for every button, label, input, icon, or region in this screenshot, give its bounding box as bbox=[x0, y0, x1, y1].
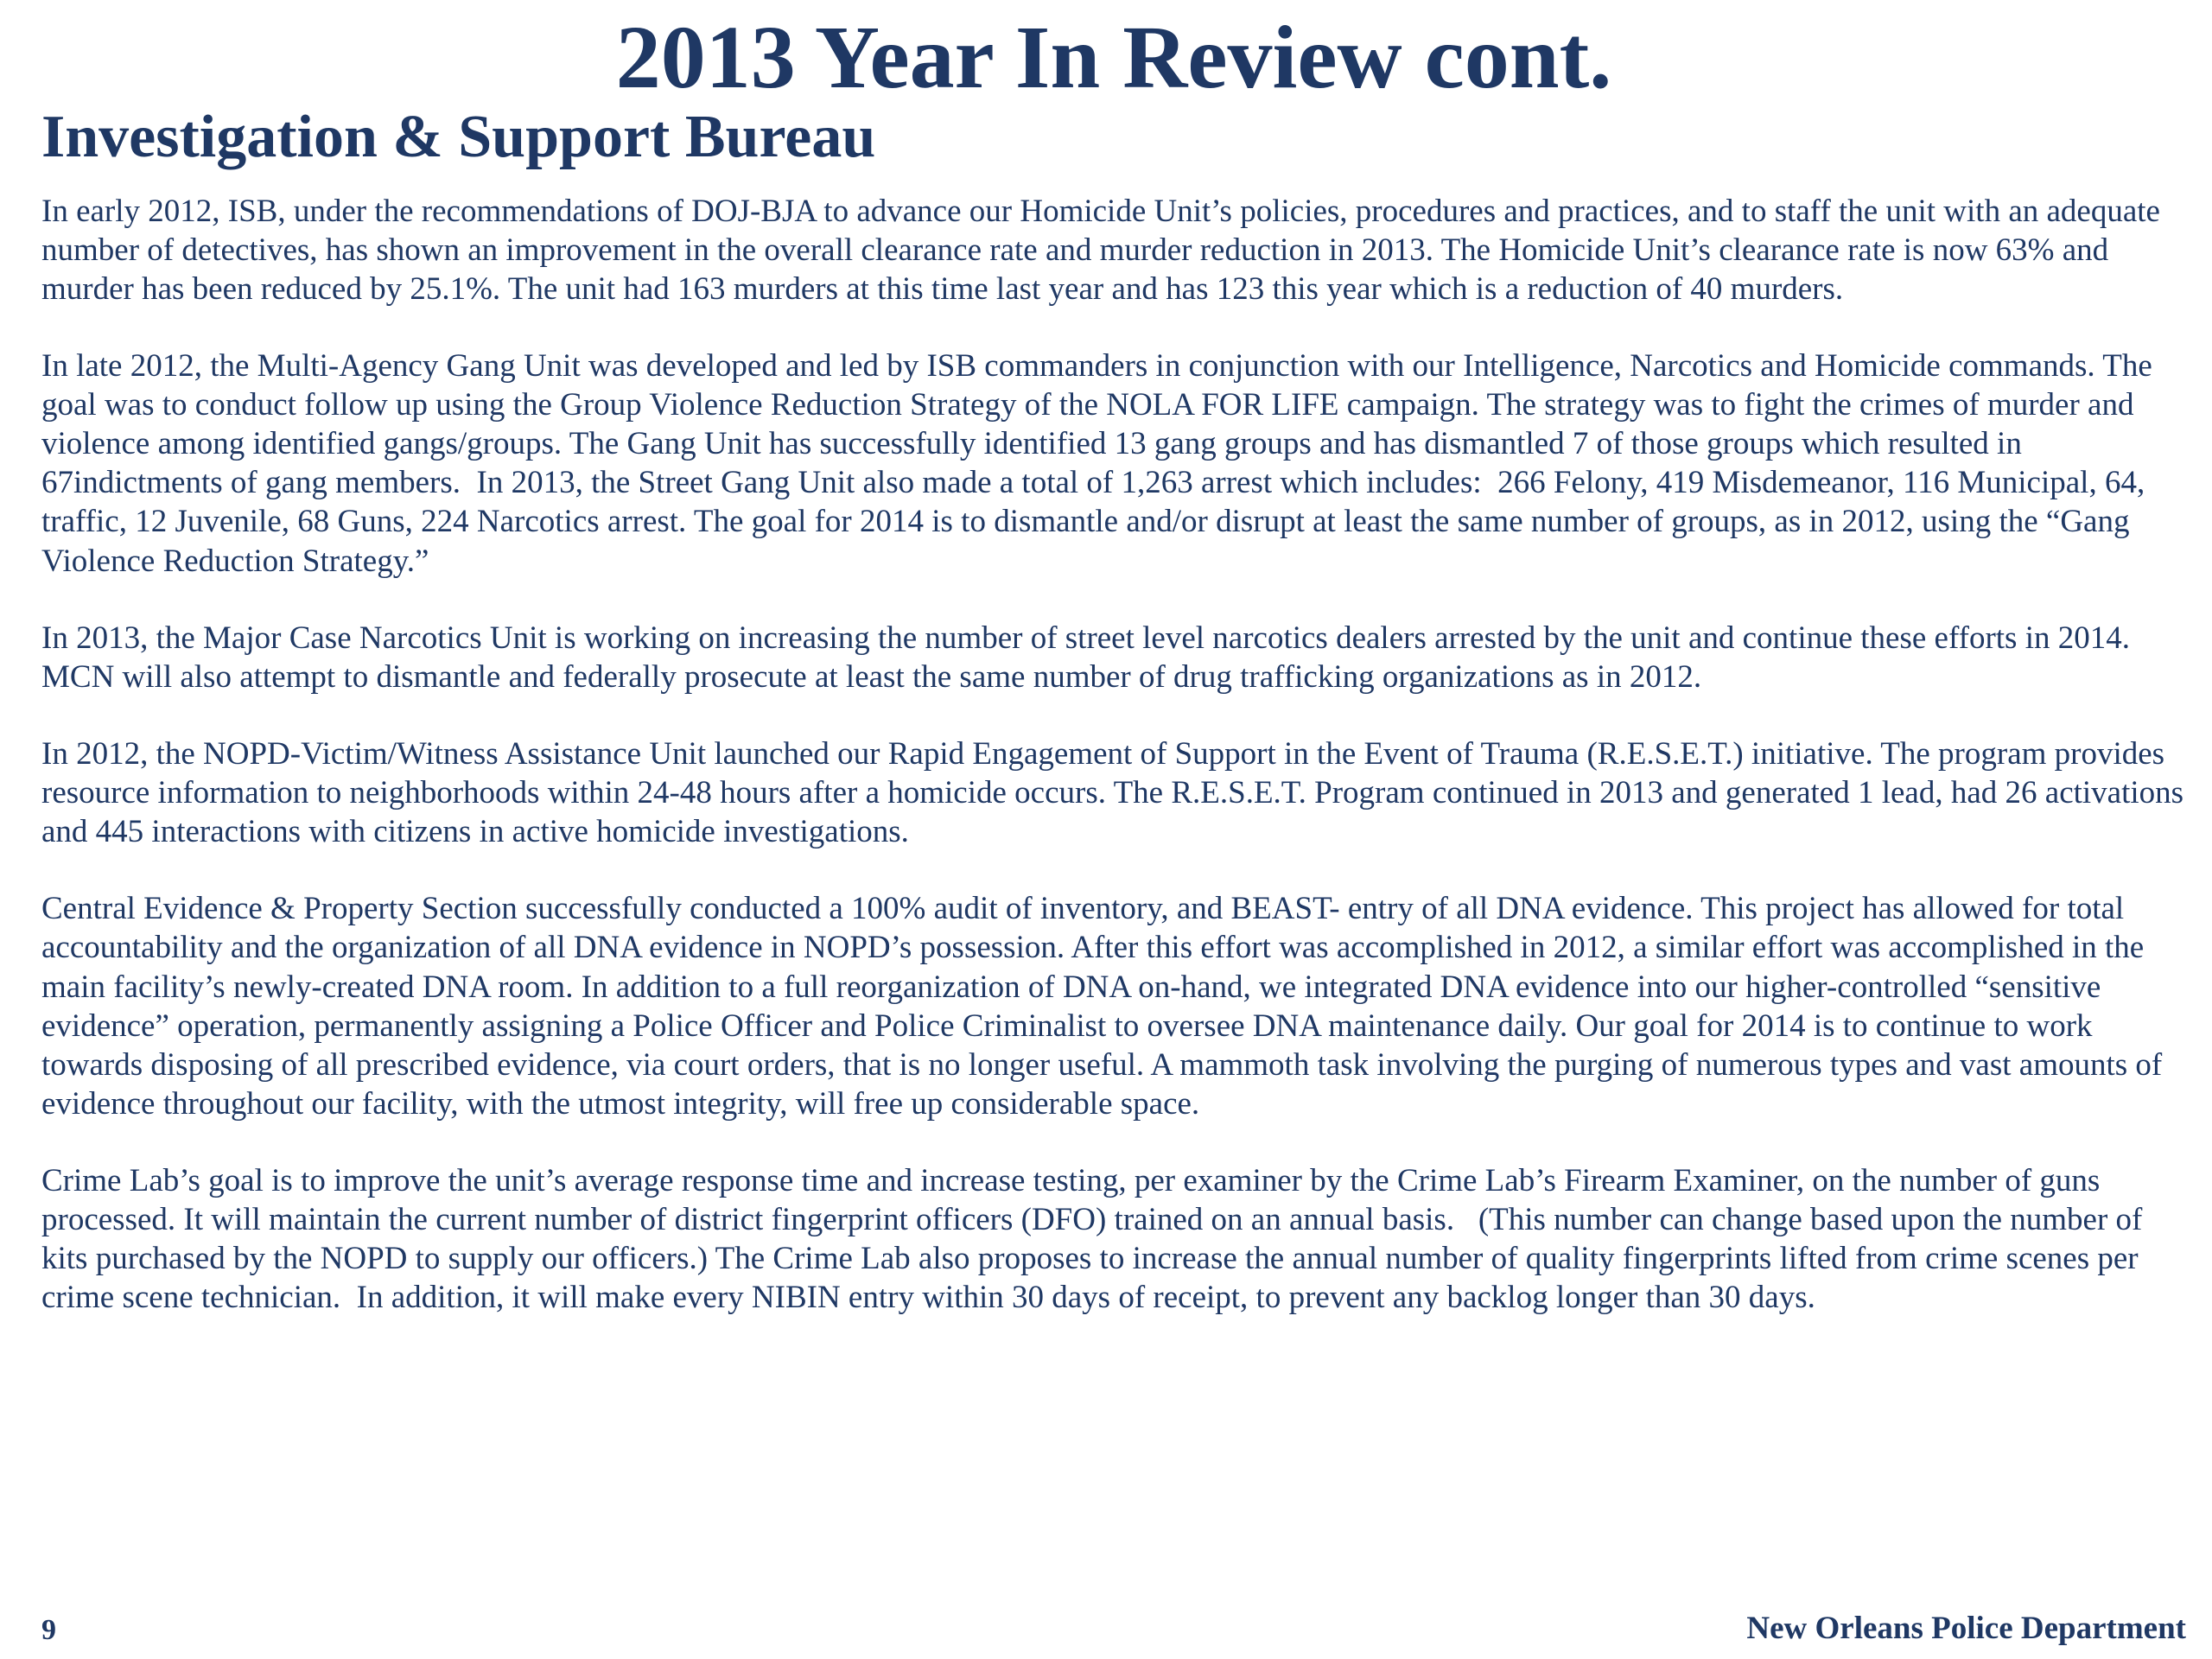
body-paragraph: In 2013, the Major Case Narcotics Unit is working on increasing the number of street level narcotics dealers arrested by the unit and continue these efforts in 2014. MCN will also attempt to dismantle and federally prosecute at least the same number of drug trafficking organizations as in 2012. bbox=[41, 620, 2139, 695]
page-number: 9 bbox=[41, 1614, 56, 1646]
body-paragraph: In 2012, the NOPD-Victim/Witness Assistance Unit launched our Rapid Engagement of Support in the Event of Trauma (R.E.S.E.T.) initiative. The program provides resource information to neighborhoods within 24-48 hours after a homicide occurs. The R.E.S.E.T. Program continued in 2013 and generated 1 lead, had 26 activations and 445 interactions with citizens in active homicide investigations. bbox=[41, 735, 2192, 850]
body-paragraph: In early 2012, ISB, under the recommendations of DOJ-BJA to advance our Homicide Unit’s policies, procedures and practices, and to staff the unit with an adequate number of detectives, has shown an improvement in the overall clearance rate and murder reduction in 2013. The Homicide Unit’s clearance rate is now 63% and murder has been reduced by 25.1%. The unit had 163 murders at this time last year and has 123 this year which is a reduction of 40 murders. bbox=[41, 193, 2169, 307]
body-paragraph: Central Evidence & Property Section successfully conducted a 100% audit of inventory, and BEAST- entry of all DNA evidence. This project has allowed for total accountability and the organization of all DNA evidence in NOPD’s possession. After this effort was accomplished in 2012, a similar effort was accomplished in the main facility’s newly-created DNA room. In addition to a full reorganization of DNA on-hand, we integrated DNA evidence into our higher-controlled “sensitive evidence” operation, permanently assigning a Police Officer and Police Criminalist to oversee DNA maintenance daily. Our goal for 2014 is to continue to work towards disposing of all prescribed evidence, via court orders, that is no longer useful. A mammoth task involving the purging of numerous types and vast amounts of evidence throughout our facility, with the utmost integrity, will free up considerable space. bbox=[41, 891, 2171, 1122]
body-text bbox=[41, 192, 2192, 1318]
page-footer bbox=[41, 1610, 2186, 1647]
section-heading: Investigation & Support Bureau bbox=[41, 104, 876, 171]
body-paragraph: In late 2012, the Multi-Agency Gang Unit was developed and led by ISB commanders in conjunction with our Intelligence, Narcotics and Homicide commands. The goal was to conduct follow up using the Group Violence Reduction Strategy of the NOLA FOR LIFE campaign. The strategy was to fight the crimes of murder and violence among identified gangs/groups. The Gang Unit has successfully identified 13 gang groups and has dismantled 7 of those groups which resulted in 67indictments of gang members. In 2013, the Street Gang Unit also made a total of 1,263 arrest which includes: 266 Felony, 419 Misdemeanor, 116 Municipal, 64, traffic, 12 Juvenile, 68 Guns, 224 Narcotics arrest. The goal for 2014 is to dismantle and/or disrupt at least the same number of groups, as in 2012, using the “Gang Violence Reduction Strategy.” bbox=[41, 347, 2161, 579]
footer-department: New Orleans Police Department bbox=[1746, 1611, 2186, 1646]
body-paragraph: Crime Lab’s goal is to improve the unit’s average response time and increase testing, per examiner by the Crime Lab’s Firearm Examiner, on the number of guns processed. It will maintain the current number of district fingerprint officers (DFO) trained on an annual basis. (This number can change based upon the number of kits purchased by the NOPD to supply our officers.) The Crime Lab also proposes to increase the annual number of quality fingerprints lifted from crime scenes per crime scene technician. In addition, it will make every NIBIN entry within 30 days of receipt, to prevent any backlog longer than 30 days. bbox=[41, 1163, 2151, 1316]
page-title: 2013 Year In Review cont. bbox=[615, 8, 1612, 107]
